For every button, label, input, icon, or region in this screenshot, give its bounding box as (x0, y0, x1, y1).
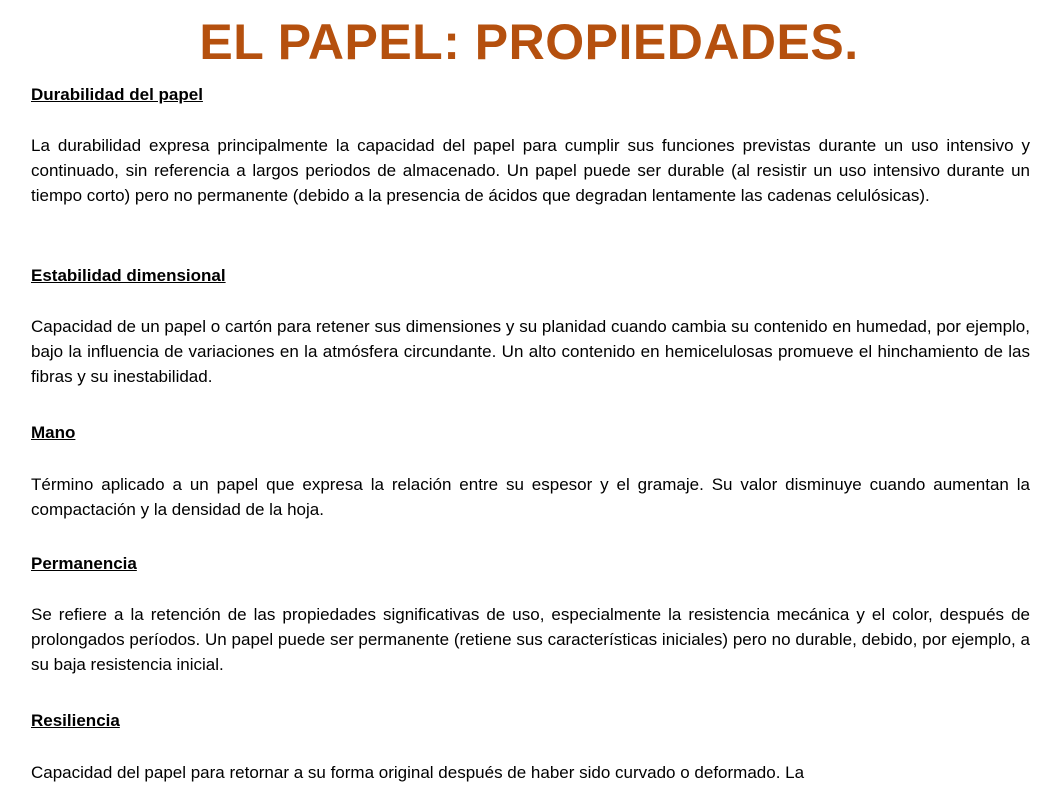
section-text-mano: Término aplicado a un papel que expresa la relación entre su espesor y el gramaje. Su valor disminuye cuando aumentan la compactación y la densidad de la hoja. (31, 475, 1030, 519)
section-text-resiliencia: Capacidad del papel para retornar a su forma original después de haber sido curvado o deformado. La (31, 763, 805, 782)
page-title: EL PAPEL: PROPIEDADES. (199, 14, 859, 70)
section-text-estabilidad: Capacidad de un papel o cartón para retener sus dimensiones y su planidad cuando cambia su contenido en humedad, por ejemplo, bajo la influencia de variaciones en la atmósfera circundante. Un alto contenido en hemicelulosas promueve el hinchamiento de las fibras y su inestabilidad. (31, 317, 1030, 386)
section-heading-permanencia: Permanencia (31, 554, 137, 573)
section-heading-mano: Mano (31, 423, 76, 442)
section-heading-resiliencia: Resiliencia (31, 711, 120, 730)
section-text-permanencia: Se refiere a la retención de las propiedades significativas de uso, especialmente la resistencia mecánica y el color, después de prolongados períodos. Un papel puede ser permanente (retiene sus características iniciales) pero no durable, debido, por ejemplo, a su baja resistencia inicial. (31, 605, 1030, 674)
section-heading-durabilidad: Durabilidad del papel (31, 85, 203, 104)
section-heading-estabilidad: Estabilidad dimensional (31, 266, 226, 285)
section-text-durabilidad: La durabilidad expresa principalmente la capacidad del papel para cumplir sus funciones previstas durante un uso intensivo y continuado, sin referencia a largos periodos de almacenado. Un papel puede ser durable (al resistir un uso intensivo durante un tiempo corto) pero no permanente (debido a la presencia de ácidos que degradan lentamente las cadenas celulósicas). (31, 136, 1030, 205)
